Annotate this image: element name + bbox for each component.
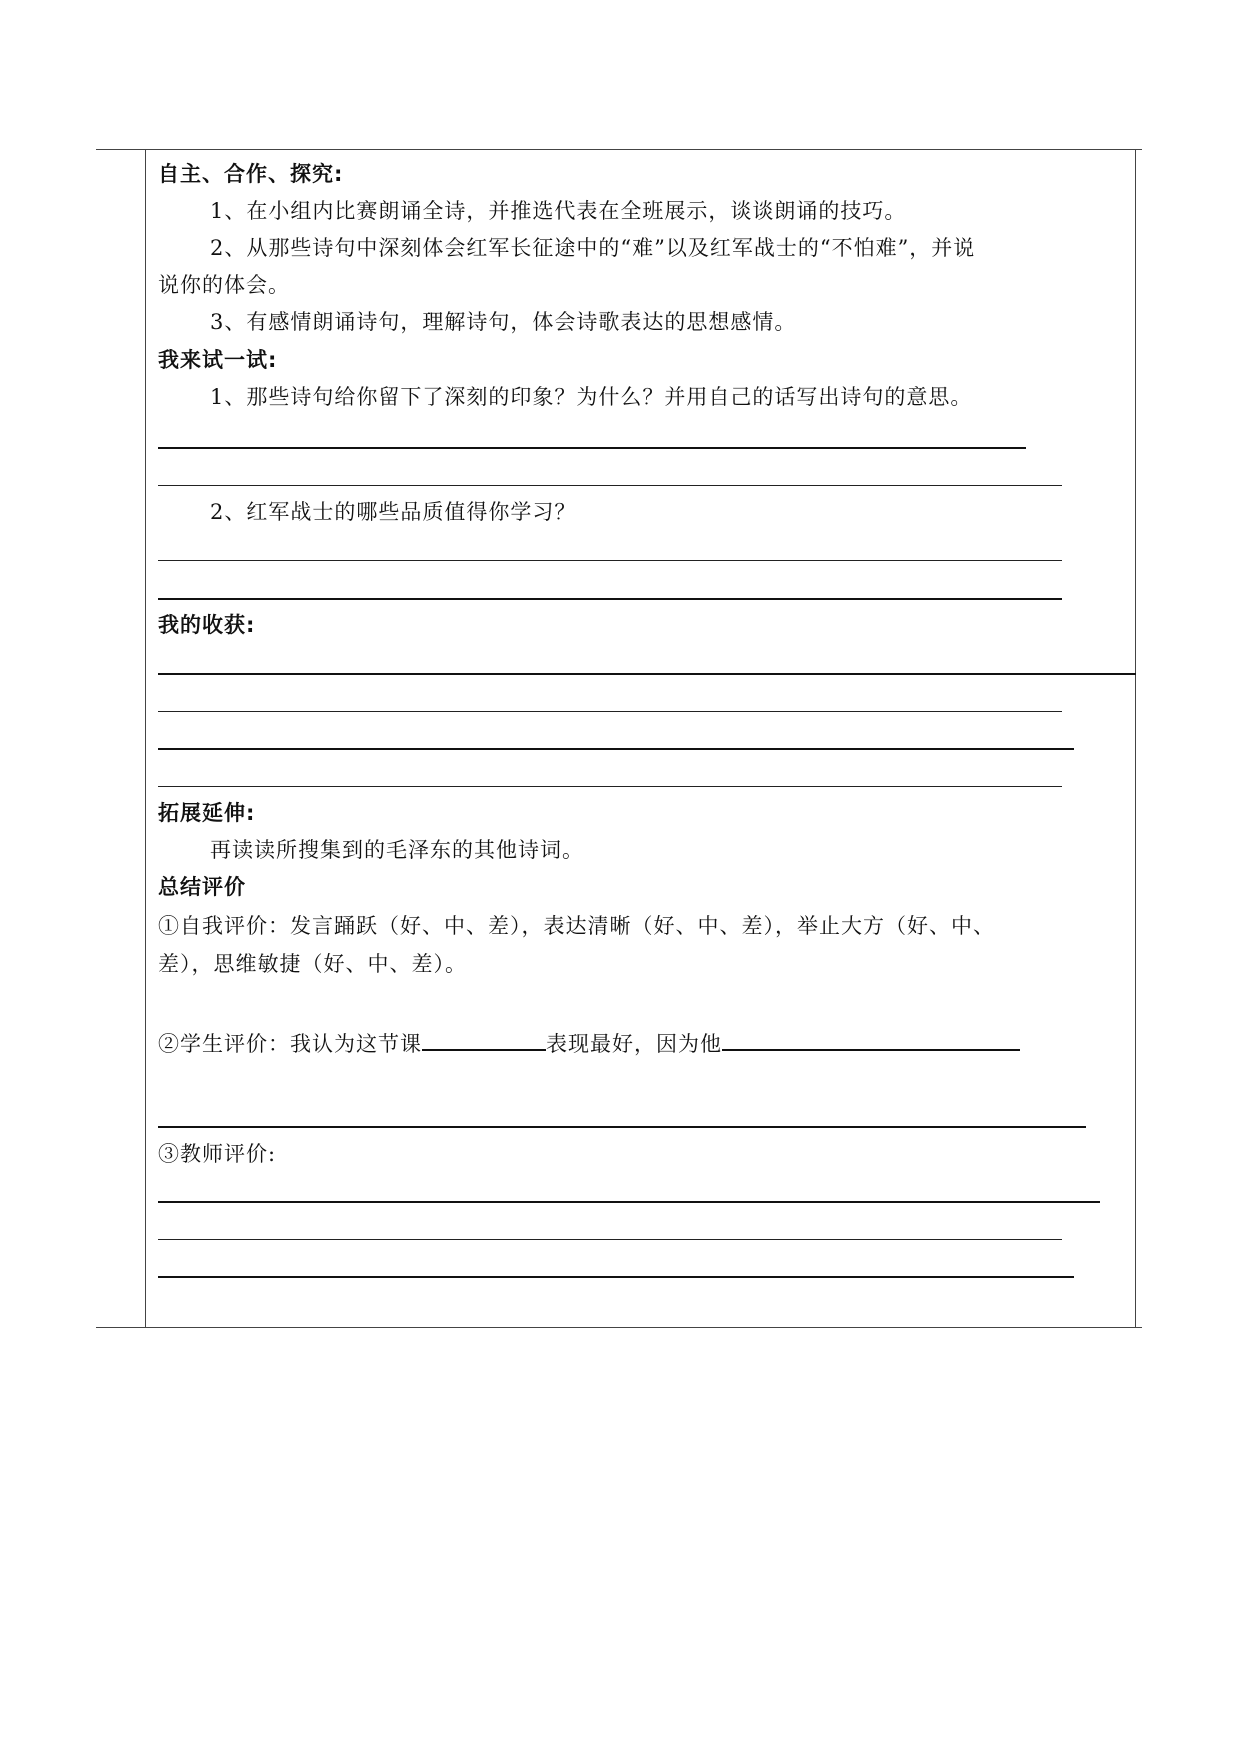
- table-right-border: [1135, 149, 1136, 1327]
- answer-line: [158, 711, 1062, 712]
- self-evaluation-line-2: 差），思维敏捷（好、中、差）。: [158, 952, 467, 976]
- answer-line: [158, 1276, 1074, 1278]
- self-evaluation-line-1: ①自我评价：发言踊跃（好、中、差），表达清晰（好、中、差），举止大方（好、中、: [158, 914, 995, 938]
- summary-heading: 总结评价: [158, 875, 246, 899]
- table-top-border: [96, 149, 1142, 150]
- answer-line: [158, 485, 1062, 486]
- answer-line: [158, 1239, 1062, 1240]
- explore-item-2-cont: 说你的体会。: [158, 273, 290, 297]
- answer-line: [158, 748, 1074, 750]
- answer-line: [158, 447, 1026, 449]
- try-question-2: 2、红军战士的哪些品质值得你学习？: [210, 500, 577, 524]
- fill-blank: [722, 1027, 1020, 1051]
- table-left-border: [145, 149, 146, 1327]
- table-bottom-border: [96, 1327, 1142, 1328]
- explore-item-3: 3、有感情朗诵诗句，理解诗句，体会诗歌表达的思想感情。: [210, 310, 797, 334]
- teacher-evaluation: ③教师评价:: [158, 1142, 277, 1166]
- answer-line: [158, 1126, 1086, 1128]
- answer-line: [158, 786, 1062, 787]
- explore-item-1: 1、在小组内比赛朗诵全诗，并推选代表在全班展示，谈谈朗诵的技巧。: [210, 199, 907, 223]
- harvest-heading: 我的收获:: [158, 613, 256, 637]
- explore-item-2: 2、从那些诗句中深刻体会红军长征途中的“难”以及红军战士的“不怕难”，并说: [210, 236, 976, 260]
- answer-line: [158, 673, 1136, 675]
- extend-heading: 拓展延伸:: [158, 801, 256, 825]
- student-evaluation-middle: 表现最好，因为他: [546, 1032, 722, 1056]
- answer-line: [158, 598, 1062, 600]
- explore-heading: 自主、合作、探究:: [158, 162, 344, 186]
- extend-text: 再读读所搜集到的毛泽东的其他诗词。: [210, 838, 584, 862]
- student-evaluation-prefix: ②学生评价：我认为这节课: [158, 1032, 422, 1056]
- fill-blank: [422, 1027, 546, 1051]
- answer-line: [158, 560, 1062, 561]
- student-evaluation: [158, 1027, 1020, 1058]
- answer-line: [158, 1201, 1100, 1203]
- try-heading: 我来试一试:: [158, 348, 278, 372]
- try-question-1: 1、那些诗句给你留下了深刻的印象？为什么？并用自己的话写出诗句的意思。: [210, 385, 973, 409]
